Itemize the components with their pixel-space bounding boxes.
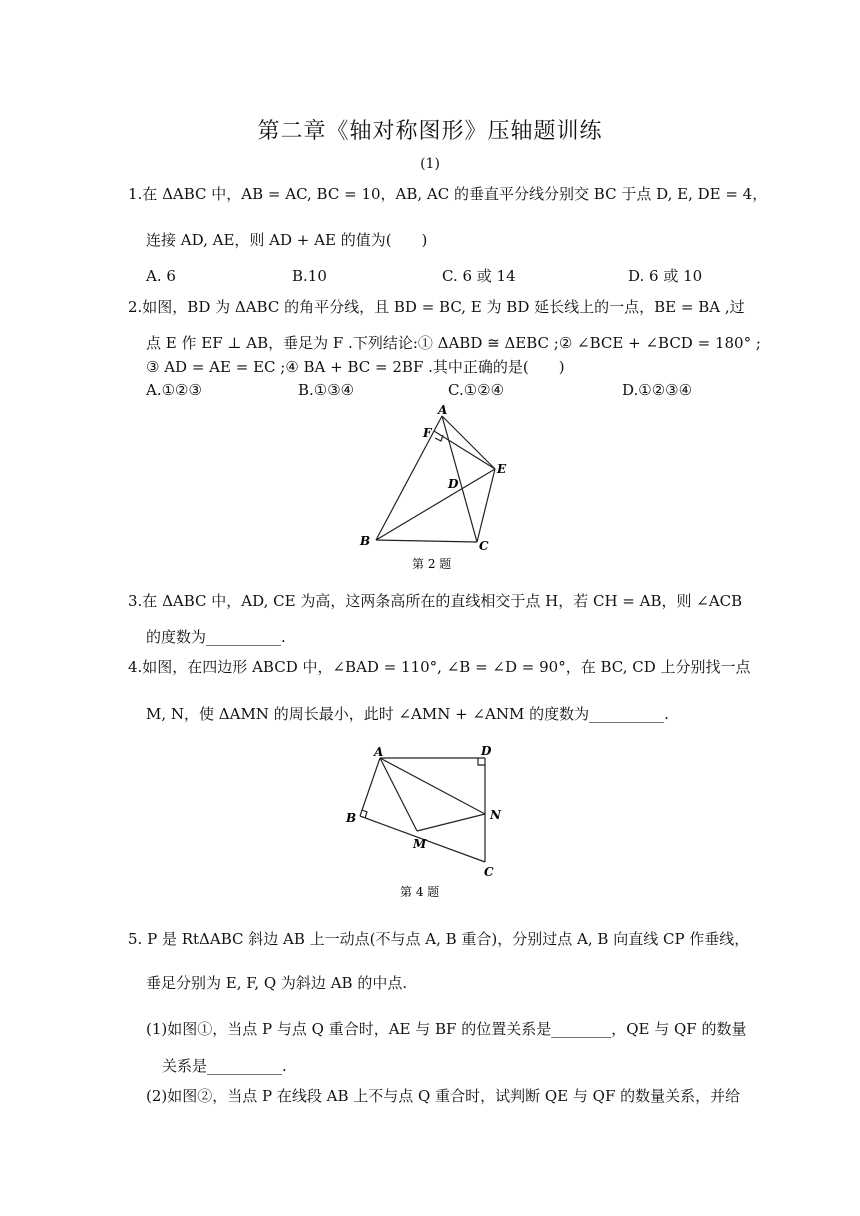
label-f: F: [423, 426, 432, 440]
segment-ef: [434, 431, 495, 469]
q2-option-c: C.①②④: [448, 381, 505, 399]
q5-stem-line1: 5. P 是 RtΔABC 斜边 AB 上一动点(不与点 A, B 重合)，分别过点 A, B 向直线 CP 作垂线，: [128, 930, 750, 948]
q2-stem-line3: ③ AD = AE = EC ;④ BA + BC = 2BF .其中正确的是( ): [146, 358, 565, 376]
q1-stem-line1: 1.在 ΔABC 中，AB = AC, BC = 10，AB, AC 的垂直平分线分别交 BC 于点 D, E, DE = 4，: [128, 185, 768, 203]
segment-bc: [376, 540, 477, 542]
q2-stem-line1: 2.如图，BD 为 ΔABC 的角平分线，且 BD = BC, E 为 BD 延长线上的一点，BE = BA ,过: [128, 298, 745, 316]
label-e: E: [497, 462, 507, 476]
q2-option-d: D.①②③④: [622, 381, 693, 399]
q3-stem-line2: 的度数为__________.: [146, 628, 286, 646]
figure-caption: 第 4 题: [400, 885, 440, 899]
segment-mn: [417, 814, 485, 831]
segment-ab: [376, 416, 442, 540]
q1-stem-line2: 连接 AD, AE，则 AD + AE 的值为( ): [146, 231, 428, 249]
q5-part1-line2: 关系是__________.: [162, 1057, 287, 1075]
label-c: C: [479, 539, 489, 553]
label-b: B: [360, 534, 371, 548]
label-n: N: [490, 808, 501, 822]
page-title: 第二章《轴对称图形》压轴题训练: [257, 119, 603, 144]
label-d: D: [448, 477, 459, 491]
q1-option-a: A. 6: [146, 267, 176, 285]
figure-caption: 第 2 题: [412, 557, 452, 571]
segment-ab: [360, 758, 380, 816]
q4-figure: [335, 740, 535, 905]
q5-stem-line2: 垂足分别为 E, F, Q 为斜边 AB 的中点.: [146, 974, 408, 992]
right-angle-mark-d: [478, 758, 485, 765]
section-number: (1): [420, 156, 440, 172]
q5-part1-line1: (1)如图①，当点 P 与点 Q 重合时，AE 与 BF 的位置关系是________，QE 与 QF 的数量: [146, 1020, 747, 1038]
q2-option-a: A.①②③: [146, 381, 202, 399]
segment-be: [376, 469, 495, 540]
label-d: D: [481, 744, 492, 758]
q2-stem-line2: 点 E 作 EF ⊥ AB，垂足为 F .下列结论:① ΔABD ≅ ΔEBC ;② ∠BCE + ∠BCD = 180° ;: [146, 334, 761, 352]
label-a: A: [374, 745, 384, 759]
segment-an: [380, 758, 485, 814]
label-c: C: [484, 865, 494, 879]
q1-option-c: C. 6 或 14: [442, 267, 516, 285]
q2-option-b: B.①③④: [298, 381, 355, 399]
q2-figure: [340, 400, 540, 580]
q4-stem-line2: M, N，使 ΔAMN 的周长最小，此时 ∠AMN + ∠ANM 的度数为__________.: [146, 705, 669, 723]
q1-option-d: D. 6 或 10: [628, 267, 703, 285]
segment-am: [380, 758, 417, 831]
q3-stem-line1: 3.在 ΔABC 中，AD, CE 为高，这两条高所在的直线相交于点 H，若 CH = AB，则 ∠ACB: [128, 592, 743, 610]
label-m: M: [413, 837, 427, 851]
q4-stem-line1: 4.如图，在四边形 ABCD 中，∠BAD = 110°, ∠B = ∠D = 90°，在 BC, CD 上分别找一点: [128, 658, 751, 676]
label-b: B: [346, 811, 357, 825]
q5-part2-line1: (2)如图②，当点 P 在线段 AB 上不与点 Q 重合时，试判断 QE 与 QF 的数量关系，并给: [146, 1087, 741, 1105]
q1-option-b: B.10: [292, 267, 327, 285]
segment-ce: [477, 469, 495, 542]
label-a: A: [438, 403, 448, 417]
